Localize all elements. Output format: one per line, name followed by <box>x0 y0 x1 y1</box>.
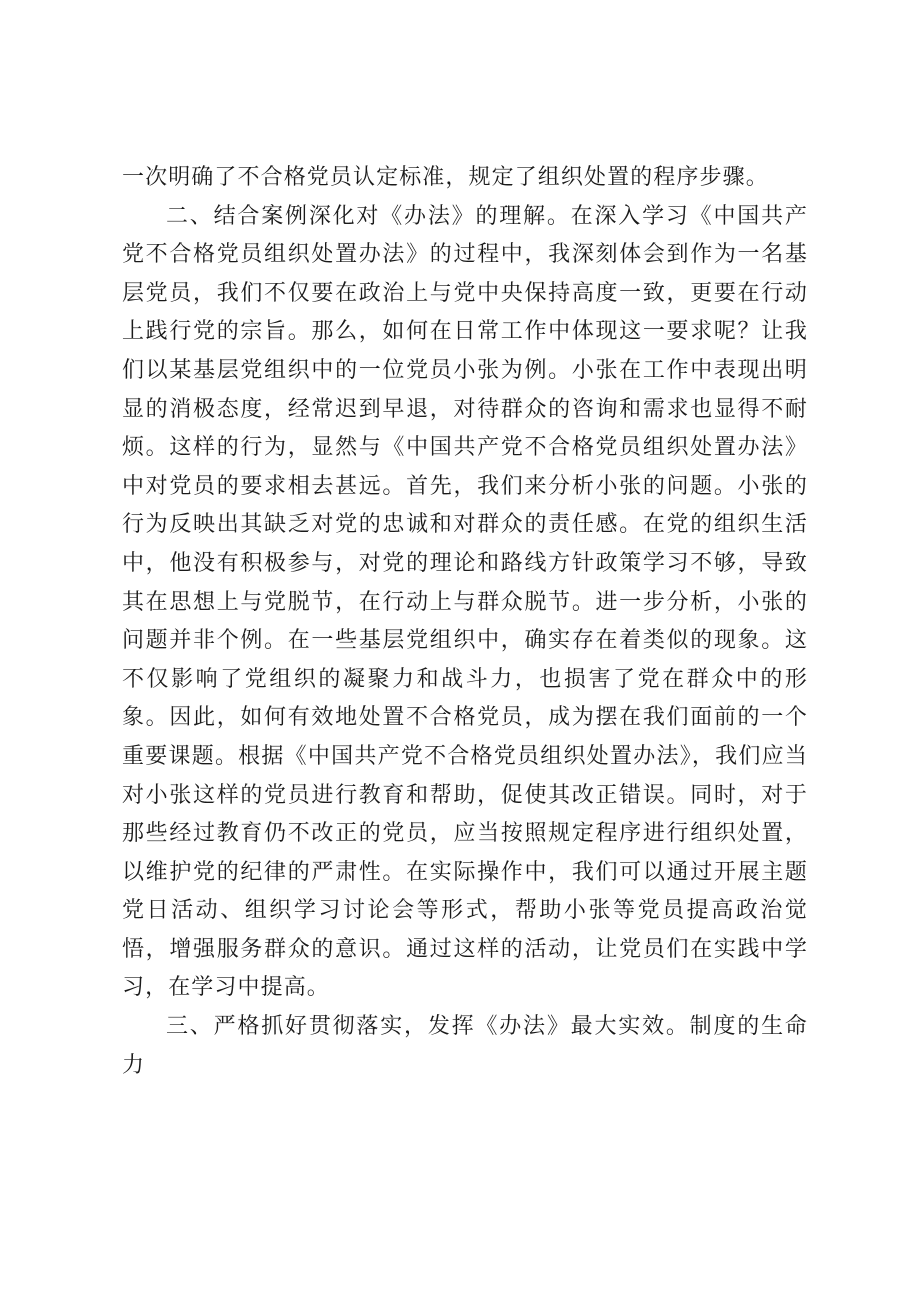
paragraph-section-three: 三、严格抓好贯彻落实，发挥《办法》最大实效。制度的生命力 <box>122 1014 808 1078</box>
document-body <box>122 159 808 1085</box>
paragraph-continuation: 一次明确了不合格党员认定标准，规定了组织处置的程序步骤。 <box>122 165 769 190</box>
paragraph-section-two: 二、结合案例深化对《办法》的理解。在深入学习《中国共产党不合格党员组织处置办法》的过程中，我深刻体会到作为一名基层党员，我们不仅要在政治上与党中央保持高度一致，更要在行动上践行党的宗旨。那么，如何在日常工作中体现这一要求呢？让我们以某基层党组织中的一位党员小张为例。小张在工作中表现出明显的消极态度，经常迟到早退，对待群众的咨询和需求也显得不耐烦。这样的行为，显然与《中国共产党不合格党员组织处置办法》中对党员的要求相去甚远。首先，我们来分析小张的问题。小张的行为反映出其缺乏对党的忠诚和对群众的责任感。在党的组织生活中，他没有积极参与，对党的理论和路线方针政策学习不够，导致其在思想上与党脱节，在行动上与群众脱节。进一步分析，小张的问题并非个例。在一些基层党组织中，确实存在着类似的现象。这不仅影响了党组织的凝聚力和战斗力，也损害了党在群众中的形象。因此，如何有效地处置不合格党员，成为摆在我们面前的一个重要课题。根据《中国共产党不合格党员组织处置办法》，我们应当对小张这样的党员进行教育和帮助，促使其改正错误。同时，对于那些经过教育仍不改正的党员，应当按照规定程序进行组织处置，以维护党的纪律的严肃性。在实际操作中，我们可以通过开展主题党日活动、组织学习讨论会等形式，帮助小张等党员提高政治觉悟，增强服务群众的意识。通过这样的活动，让党员们在实践中学习，在学习中提高。 <box>122 203 808 1001</box>
